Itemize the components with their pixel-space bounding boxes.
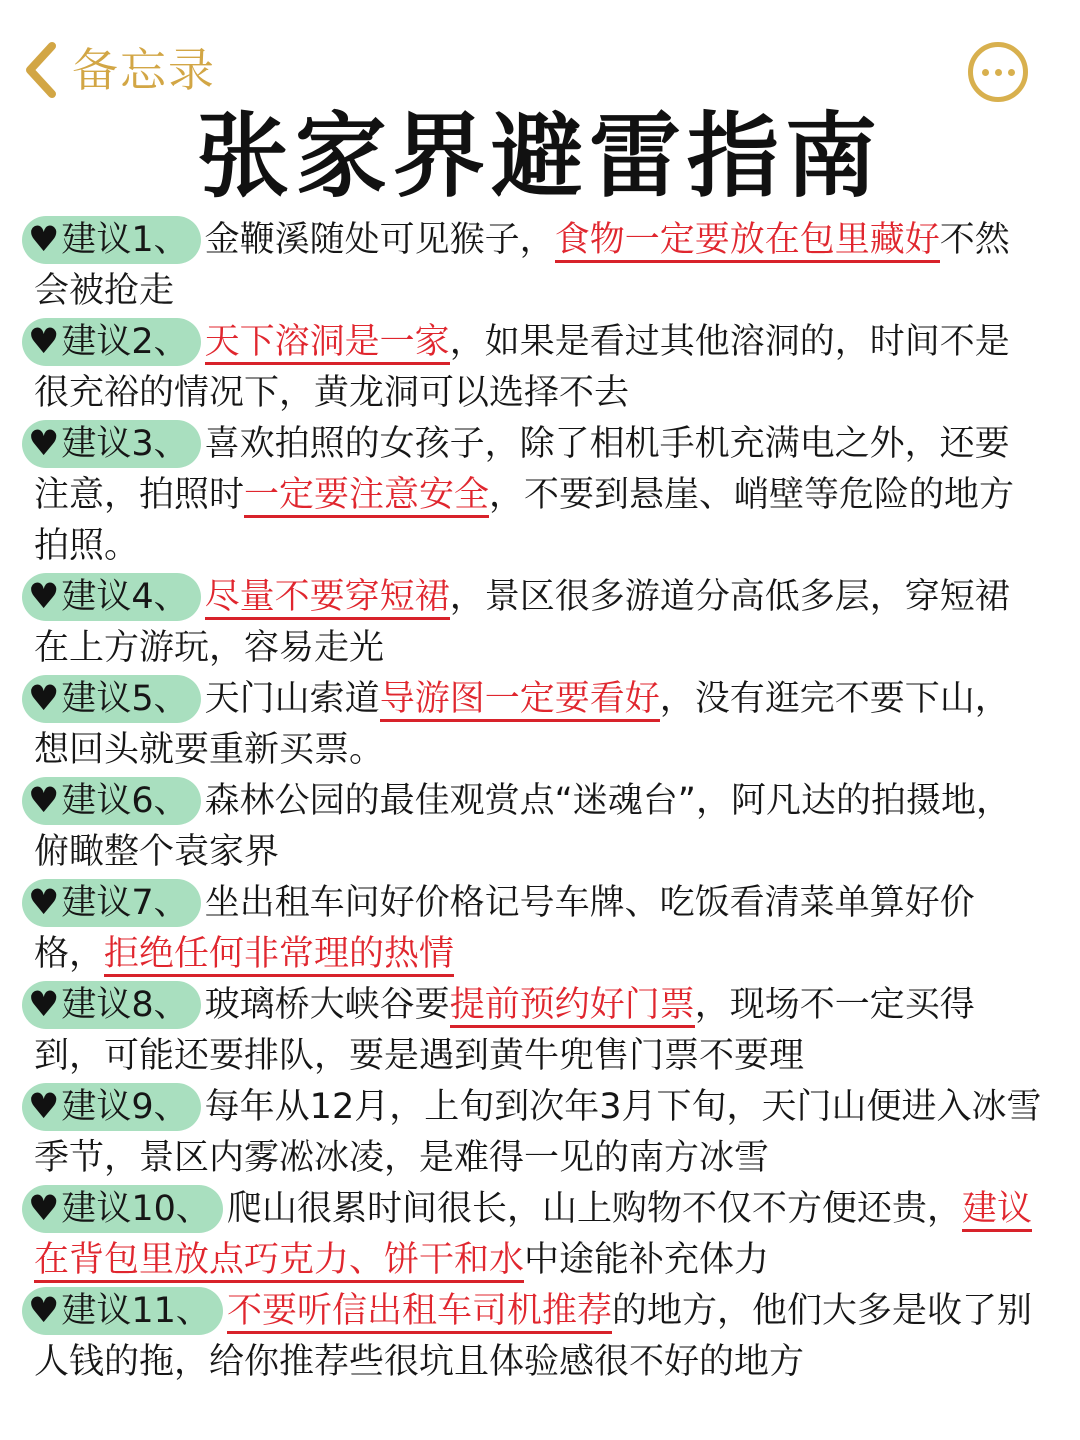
tip-label-badge bbox=[22, 879, 201, 927]
tip-label: 建议5、 bbox=[61, 679, 189, 719]
more-horizontal-icon bbox=[982, 69, 989, 76]
more-button[interactable] bbox=[968, 42, 1028, 102]
tip-label-badge bbox=[22, 1083, 201, 1131]
tips-list bbox=[28, 215, 1044, 1388]
tip-label: 建议3、 bbox=[61, 424, 189, 464]
tip-text: 玻璃桥大峡谷要 bbox=[204, 985, 450, 1025]
heart-icon: ♥ bbox=[28, 781, 60, 821]
heart-icon: ♥ bbox=[28, 679, 60, 719]
tip-text: 喜欢拍照的女孩子，除了相机手机充满电之外，还要注意，拍照时 bbox=[34, 424, 1010, 515]
tip-label: 建议9、 bbox=[61, 1087, 189, 1127]
tip-text: 爬山很累时间很长，山上购物不仅不方便还贵， bbox=[226, 1189, 962, 1229]
tip-label-badge bbox=[22, 675, 201, 723]
tip-label-badge bbox=[22, 1287, 223, 1335]
heart-icon: ♥ bbox=[28, 1291, 60, 1331]
tip-item bbox=[28, 1184, 1044, 1286]
tip-label-badge bbox=[22, 216, 201, 264]
back-button[interactable] bbox=[22, 42, 216, 98]
heart-icon: ♥ bbox=[28, 322, 60, 362]
tip-highlight: 建议在背包里放点巧克力、饼干和水 bbox=[34, 1189, 1032, 1283]
tip-label-badge bbox=[22, 981, 201, 1029]
tip-text: 森林公园的最佳观赏点“迷魂台”，阿凡达的拍摄地，俯瞰整个袁家界 bbox=[34, 781, 1011, 872]
tip-text: ，现场不一定买得到，可能还要排队，要是遇到黄牛兜售门票不要理 bbox=[34, 985, 975, 1076]
heart-icon: ♥ bbox=[28, 577, 60, 617]
tip-text: ，景区很多游道分高低多层，穿短裙在上方游玩，容易走光 bbox=[34, 577, 1010, 668]
tip-item bbox=[28, 878, 1044, 980]
heart-icon: ♥ bbox=[28, 424, 60, 464]
tip-label: 建议8、 bbox=[61, 985, 189, 1025]
tip-highlight: 提前预约好门票 bbox=[450, 985, 695, 1028]
tip-item bbox=[28, 419, 1044, 572]
tip-label: 建议6、 bbox=[61, 781, 189, 821]
tip-text: ，没有逛完不要下山，想回头就要重新买票。 bbox=[34, 679, 1010, 770]
chevron-left-icon bbox=[22, 42, 58, 98]
tip-item bbox=[28, 1082, 1044, 1184]
tip-item bbox=[28, 572, 1044, 674]
tip-item bbox=[28, 980, 1044, 1082]
tip-text: 中途能补充体力 bbox=[524, 1240, 770, 1280]
tip-text: 不然会被抢走 bbox=[34, 220, 1010, 311]
heart-icon: ♥ bbox=[28, 985, 60, 1025]
tip-item bbox=[28, 776, 1044, 878]
tip-item bbox=[28, 317, 1044, 419]
heart-icon: ♥ bbox=[28, 883, 60, 923]
tip-label-badge bbox=[22, 777, 201, 825]
heart-icon: ♥ bbox=[28, 1087, 60, 1127]
tip-label-badge bbox=[22, 1185, 223, 1233]
tip-label: 建议2、 bbox=[61, 322, 189, 362]
tip-label: 建议10、 bbox=[61, 1189, 211, 1229]
tip-text: 每年从12月，上旬到次年3月下旬，天门山便进入冰雪季节，景区内雾凇冰凌，是难得一见的南方冰雪 bbox=[34, 1087, 1042, 1178]
tip-label: 建议7、 bbox=[61, 883, 189, 923]
tip-label: 建议4、 bbox=[61, 577, 189, 617]
heart-icon: ♥ bbox=[28, 220, 60, 260]
tip-text: ，如果是看过其他溶洞的，时间不是很充裕的情况下，黄龙洞可以选择不去 bbox=[34, 322, 1010, 413]
heart-icon: ♥ bbox=[28, 1189, 60, 1229]
tip-highlight: 拒绝任何非常理的热情 bbox=[104, 934, 454, 977]
tip-item bbox=[28, 1286, 1044, 1388]
tip-text: 坐出租车问好价格记号车牌、吃饭看清菜单算好价格， bbox=[34, 883, 975, 974]
tip-highlight: 不要听信出租车司机推荐 bbox=[227, 1291, 612, 1334]
tip-text: 天门山索道 bbox=[204, 679, 380, 719]
tip-highlight: 食物一定要放在包里藏好 bbox=[555, 220, 940, 263]
tip-highlight: 天下溶洞是一家 bbox=[205, 322, 450, 365]
tip-item bbox=[28, 674, 1044, 776]
tip-highlight: 一定要注意安全 bbox=[244, 475, 489, 518]
tip-text: ，不要到悬崖、峭壁等危险的地方拍照。 bbox=[34, 475, 1015, 566]
tip-highlight: 导游图一定要看好 bbox=[380, 679, 660, 722]
back-label: 备忘录 bbox=[72, 43, 216, 97]
tip-text: 金鞭溪随处可见猴子， bbox=[204, 220, 555, 260]
tip-label: 建议11、 bbox=[61, 1291, 211, 1331]
tip-label-badge bbox=[22, 318, 201, 366]
page-title: 张家界避雷指南 bbox=[196, 103, 883, 210]
tip-label: 建议1、 bbox=[61, 220, 189, 260]
tip-text: 的地方，他们大多是收了别人钱的拖，给你推荐些很坑且体验感很不好的地方 bbox=[34, 1291, 1032, 1382]
tip-item bbox=[28, 215, 1044, 317]
tip-label-badge bbox=[22, 420, 201, 468]
top-bar bbox=[0, 0, 1080, 110]
tip-label-badge bbox=[22, 573, 201, 621]
tip-highlight: 尽量不要穿短裙 bbox=[205, 577, 450, 620]
